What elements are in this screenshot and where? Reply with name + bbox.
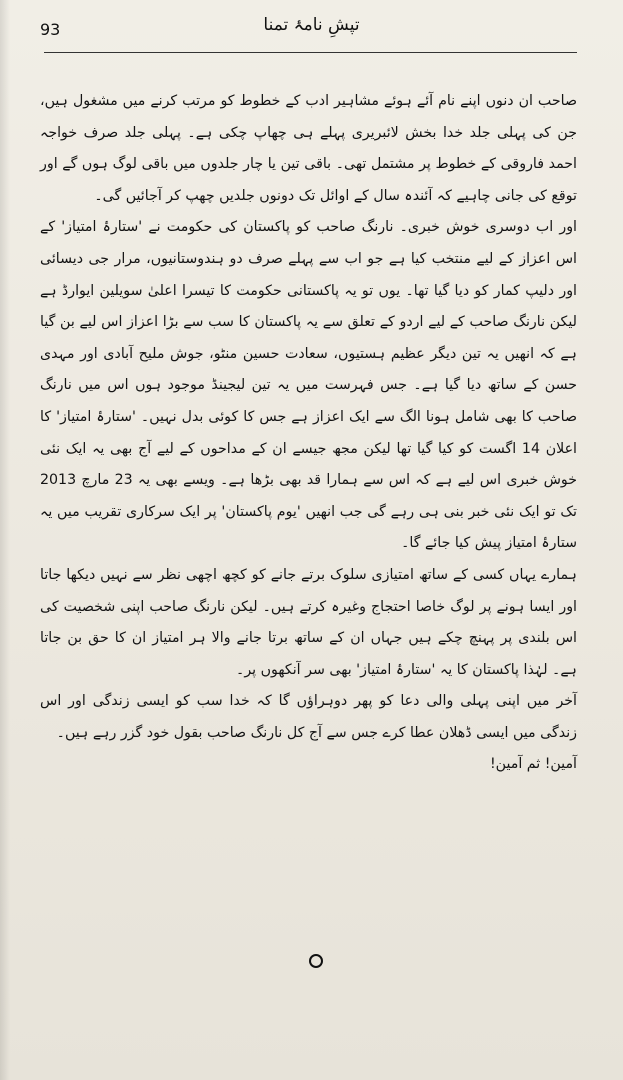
header-rule bbox=[44, 52, 577, 53]
page-number: 93 bbox=[40, 20, 61, 39]
paragraph-2: اور اب دوسری خوش خبری۔ نارنگ صاحب کو پاکستان کی حکومت نے 'ستارۂ امتیاز' کے اس اعزاز کے لیے منتخب کیا ہے جو اب سے پہلے صرف دو ہندوستانیوں، مرار جی دیسائی اور دلیپ کمار کو دیا گیا تھا۔ یوں تو یہ پاکستانی حکومت کا تیسرا اعلیٰ سویلین ایوارڈ ہے لیکن نارنگ صاحب کے لیے اردو کے تعلق سے یہ پاکستان کا سب سے بڑا اعزاز اس لیے بن گیا ہے کہ انھیں یہ تین دیگر عظیم ہستیوں، سعادت حسین منٹو، جوش ملیح آبادی اور مہدی حسن کے ساتھ دیا گیا ہے۔ جس فہرست میں یہ تین لیجینڈ موجود ہوں اس میں نارنگ صاحب کا بھی شامل ہونا الگ سے ایک اعزاز ہے جس کا کوئی بدل نہیں۔ 'ستارۂ امتیاز' کا اعلان 14 اگست کو کیا گیا تھا لیکن مجھ جیسے ان کے مداحوں کے لیے آج بھی یہ ایک نئی خوش خبری اس لیے ہے کہ اس سے ہمارا قد بھی بڑھا ہے۔ ویسے بھی یہ 23 مارچ 2013 تک تو ایک نئی خبر بنی ہی رہے گی جب انھیں 'یوم پاکستان' پر ایک سرکاری تقریب میں یہ ستارۂ امتیاز پیش کیا جائے گا۔ bbox=[40, 219, 578, 552]
body-text bbox=[40, 86, 577, 781]
paragraph-5: آمین! ثم آمین! bbox=[489, 756, 577, 773]
running-title: تپشِ نامۂ تمنا bbox=[263, 15, 360, 35]
paragraph-3: ہمارے یہاں کسی کے ساتھ امتیازی سلوک برتے جانے کو کچھ اچھی نظر سے نہیں دیکھا جاتا اور ایسا ہونے پر لوگ خاصا احتجاج وغیرہ کرتے ہیں۔ لیکن نارنگ صاحب اپنی شخصیت کی اس بلندی پر پہنچ چکے ہیں جہاں ان کے ساتھ برتا جانے والا ہر امتیاز ان کا حق بن جاتا ہے۔ لہٰذا پاکستان کا یہ 'ستارۂ امتیاز' بھی سر آنکھوں پر۔ bbox=[40, 566, 577, 678]
paragraph-4: آخر میں اپنی پہلی والی دعا کو پھر دوہراؤں گا کہ خدا سب کو ایسی زندگی اور اس زندگی میں ایسی ڈھلان عطا کرے جس سے آج کل نارنگ صاحب بقول خود گزر رہے ہیں۔ bbox=[40, 693, 577, 741]
page-edge-shadow bbox=[0, 0, 10, 1080]
end-of-text-mark bbox=[309, 954, 323, 968]
paragraph-1: صاحب ان دنوں اپنے نام آئے ہوئے مشاہیر ادب کے خطوط کو مرتب کرنے میں مشغول ہیں، جن کی پہلی جلد خدا بخش لائبریری پہلے ہی چھاپ چکی ہے۔ پہلی جلد صرف خواجہ احمد فاروقی کے خطوط پر مشتمل تھی۔ باقی تین یا چار جلدوں میں باقی لوگ ہوں گے اور توقع کی جانی چاہیے کہ آئندہ سال کے اوائل تک دونوں جلدیں چھپ کر آجائیں گی۔ bbox=[40, 93, 577, 204]
